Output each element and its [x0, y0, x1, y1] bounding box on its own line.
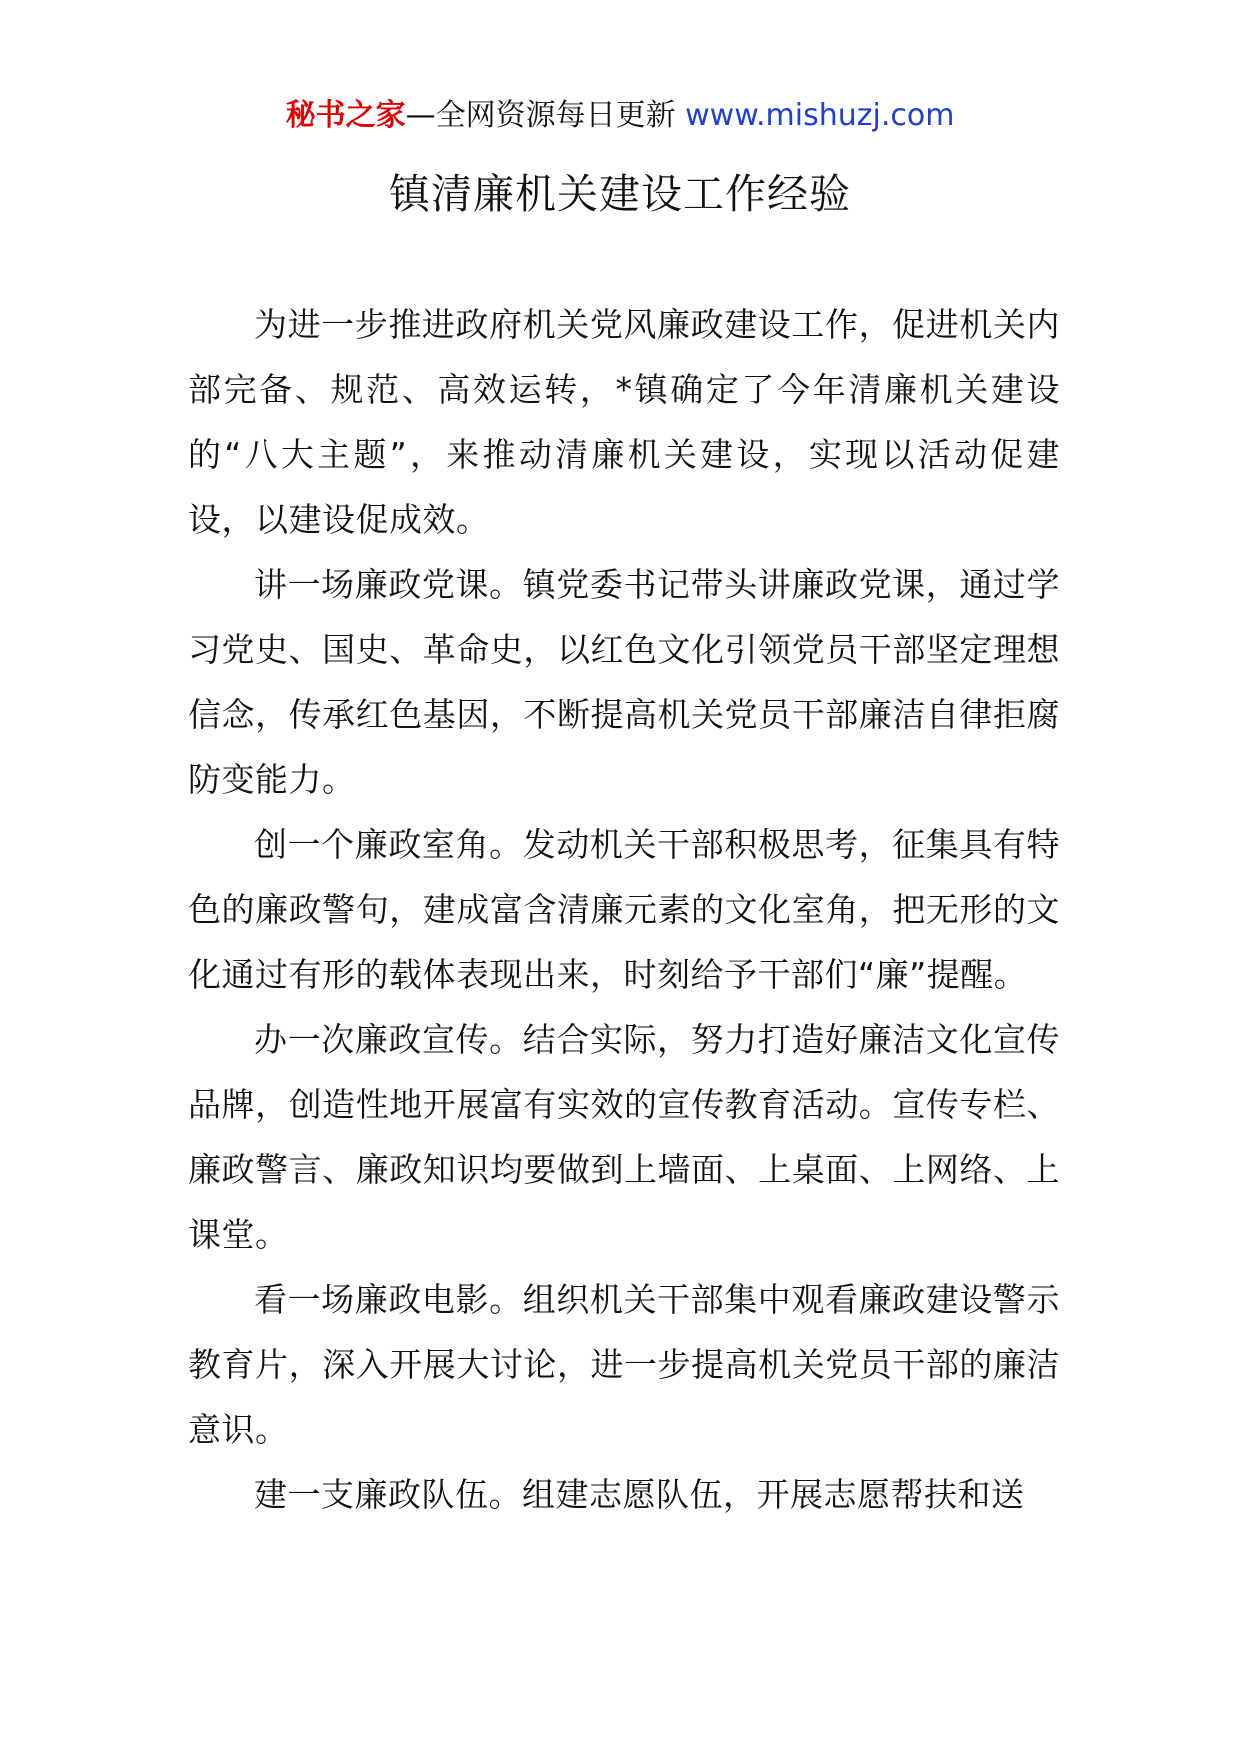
- site-brand: 秘书之家: [285, 98, 406, 133]
- paragraph-team: 建一支廉政队伍。组建志愿队伍，开展志愿帮扶和送: [254, 1475, 1025, 1514]
- paragraph-film: 看一场廉政电影。组织机关干部集中观看廉政建设警示教育片，深入开展大讨论，进一步提高机关党员干部的廉洁意识。: [188, 1280, 1060, 1449]
- paragraph-integrity-corner: 创一个廉政室角。发动机关干部积极思考，征集具有特色的廉政警句，建成富含清廉元素的文化室角，把无形的文化通过有形的载体表现出来，时刻给予干部们“廉”提醒。: [188, 825, 1060, 994]
- paragraph-intro: 为进一步推进政府机关党风廉政建设工作，促进机关内部完备、规范、高效运转，*镇确定了今年清廉机关建设的“八大主题”，来推动清廉机关建设，实现以活动促建设，以建设促成效。: [188, 305, 1060, 539]
- paragraph-publicity: 办一次廉政宣传。结合实际，努力打造好廉洁文化宣传品牌，创造性地开展富有实效的宣传教育活动。宣传专栏、廉政警言、廉政知识均要做到上墙面、上桌面、上网络、上课堂。: [188, 1020, 1060, 1254]
- document-body: [188, 292, 1060, 1527]
- document-title: 镇清廉机关建设工作经验: [389, 170, 851, 218]
- paragraph-party-lecture: 讲一场廉政党课。镇党委书记带头讲廉政党课，通过学习党史、国史、革命史，以红色文化引领党员干部坚定理想信念，传承红色基因，不断提高机关党员干部廉洁自律拒腐防变能力。: [188, 565, 1060, 799]
- site-header: [0, 96, 1240, 136]
- site-url-link[interactable]: www.mishuzj.com: [685, 98, 955, 133]
- site-tagline: —全网资源每日更新: [405, 98, 676, 133]
